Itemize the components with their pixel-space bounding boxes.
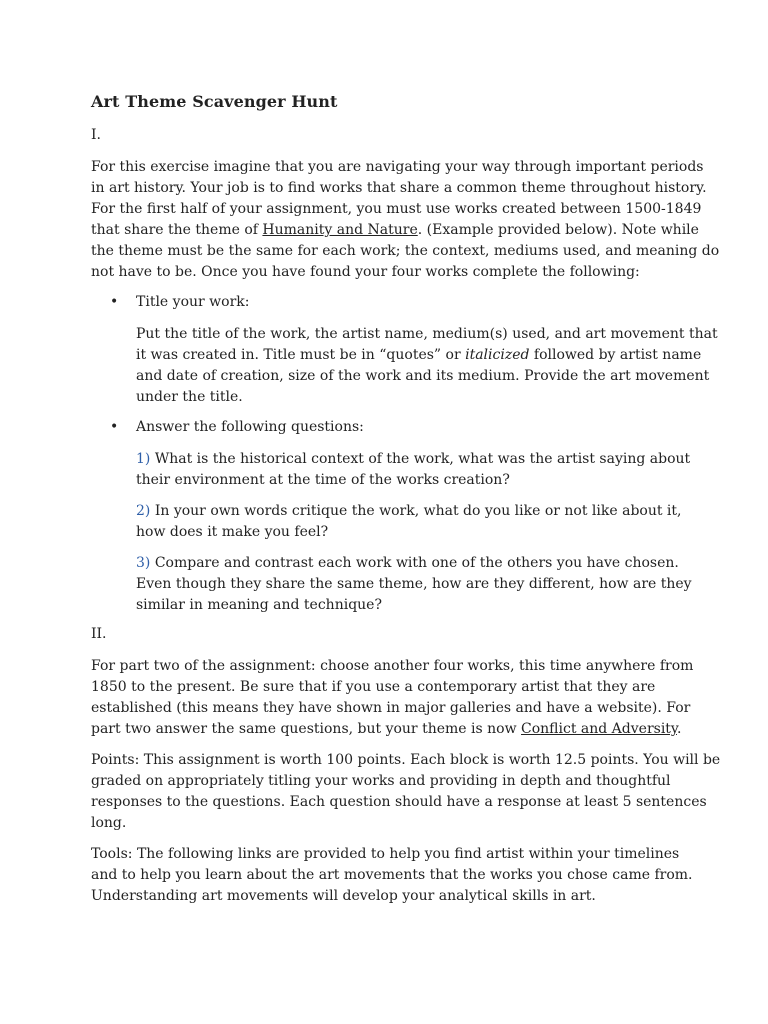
question-2: [136, 501, 696, 543]
question-number: 2): [136, 503, 151, 519]
points-line: Points: This assignment is worth 100 points. Each block is worth 12.5 points. You will be: [91, 752, 721, 768]
intro-line: For this exercise imagine that you are navigating your way through important periods: [91, 159, 704, 175]
italicized-word: italicized: [465, 347, 530, 363]
instruction-line: under the title.: [136, 389, 243, 405]
question-line: Even though they share the same theme, how are they different, how are they: [136, 576, 692, 592]
theme-suffix: .: [676, 721, 682, 737]
points-line: responses to the questions. Each question should have a response at least 5 sentences: [91, 794, 707, 810]
theme-prefix: that share the theme of: [91, 222, 263, 238]
instruction-line: Put the title of the work, the artist name, medium(s) used, and art movement that: [136, 326, 718, 342]
tools-line: Tools: The following links are provided to help you find artist within your timelines: [91, 846, 680, 862]
section-2-numeral: II.: [91, 626, 107, 642]
instruction-text: it was created in. Title must be in “quotes” or: [136, 347, 466, 363]
section-2-text: [91, 656, 694, 740]
question-line: similar in meaning and technique?: [136, 597, 382, 613]
theme-suffix: . (Example provided below). Note while: [417, 222, 699, 238]
intro-line: For the first half of your assignment, you must use works created between 1500-1849: [91, 201, 702, 217]
document-title: Art Theme Scavenger Hunt: [91, 92, 338, 111]
section-2-line: established (this means they have shown in major galleries and have a website). For: [91, 700, 691, 716]
question-text: Compare and contrast each work with one of the others you have chosen.: [150, 555, 679, 571]
bullet-answer-questions: Answer the following questions:: [136, 419, 364, 435]
question-line: [136, 449, 696, 470]
section-2-line-theme: [91, 719, 691, 740]
question-1: [136, 449, 696, 491]
section-2-line: For part two of the assignment: choose another four works, this time anywhere from: [91, 658, 694, 674]
section-1-numeral: I.: [91, 127, 101, 143]
points-line: graded on appropriately titling your works and providing in depth and thoughtful: [91, 773, 671, 789]
theme-humanity-nature: Humanity and Nature: [262, 222, 418, 238]
theme-conflict-adversity: Conflict and Adversity: [521, 721, 677, 737]
question-line: how does it make you feel?: [136, 524, 329, 540]
points-paragraph: [91, 750, 721, 834]
question-number: 3): [136, 555, 151, 571]
section-2-line: 1850 to the present. Be sure that if you use a contemporary artist that they are: [91, 679, 656, 695]
bullet-marker: •: [110, 294, 119, 310]
bullet-title-your-work: Title your work:: [136, 294, 250, 310]
intro-line-theme: [91, 220, 699, 241]
title-instructions: [136, 324, 718, 408]
question-3: [136, 553, 696, 616]
question-text: In your own words critique the work, what do you like or not like about it,: [150, 503, 682, 519]
tools-line: Understanding art movements will develop your analytical skills in art.: [91, 888, 596, 904]
section-1-intro: [91, 157, 720, 283]
tools-line: and to help you learn about the art movements that the works you chose came from.: [91, 867, 693, 883]
question-text: What is the historical context of the work, what was the artist saying about: [150, 451, 691, 467]
bullet-marker: •: [110, 419, 119, 435]
intro-line: not have to be. Once you have found your four works complete the following:: [91, 264, 640, 280]
intro-line: the theme must be the same for each work; the context, mediums used, and meaning do: [91, 243, 720, 259]
intro-line: in art history. Your job is to find works that share a common theme throughout history.: [91, 180, 707, 196]
theme-prefix: part two answer the same questions, but your theme is now: [91, 721, 522, 737]
points-line: long.: [91, 815, 127, 831]
instruction-line: [136, 345, 702, 366]
question-number: 1): [136, 451, 151, 467]
question-line: their environment at the time of the works creation?: [136, 472, 510, 488]
question-line: [136, 553, 696, 574]
tools-paragraph: [91, 844, 691, 907]
instruction-text: followed by artist name: [529, 347, 702, 363]
instruction-line: and date of creation, size of the work and its medium. Provide the art movement: [136, 368, 710, 384]
question-line: [136, 501, 696, 522]
